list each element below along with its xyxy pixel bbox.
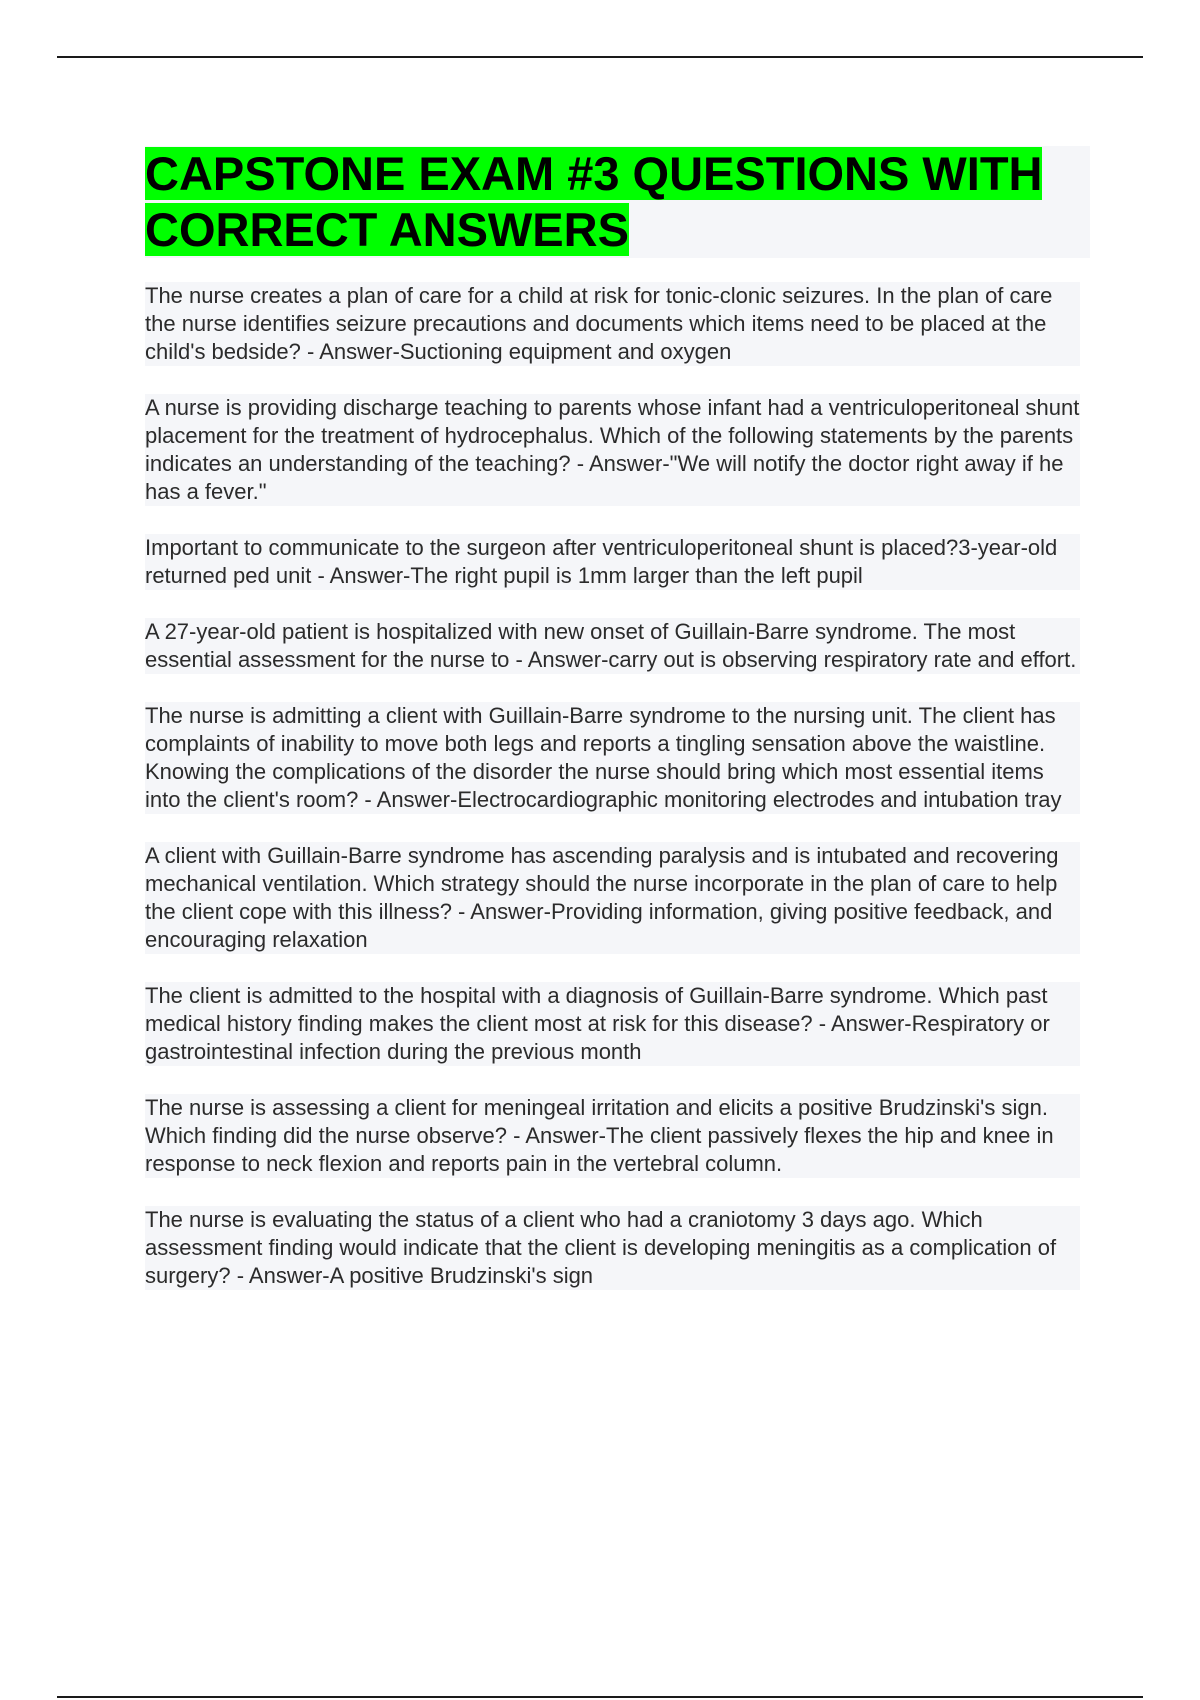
qa-item-2: A nurse is providing discharge teaching to parents whose infant had a ventriculoperitoneal shunt placement for the treatment of hydrocephalus. Which of the following statements by the parents indicates an understanding of the teaching? - Answer-"We will notify the doctor right away if he has a fever."	[145, 395, 1080, 504]
qa-item-7: The client is admitted to the hospital with a diagnosis of Guillain-Barre syndrome. Which past medical history finding makes the client most at risk for this disease? - Answer-Respiratory or gastrointestinal infection during the previous month	[145, 982, 1080, 1066]
qa-item-8: The nurse is assessing a client for meningeal irritation and elicits a positive Brudzinski's sign. Which finding did the nurse observe? - Answer-The client passively flexes the hip and knee in response to neck flexion and reports pain in the vertebral column.	[145, 1094, 1080, 1178]
qa-item-1: The nurse creates a plan of care for a child at risk for tonic-clonic seizures. In the plan of care the nurse identifies seizure precautions and documents which items need to be placed at the child's bedside? - Answer-Suctioning equipment and oxygen	[145, 282, 1080, 366]
document-body	[145, 146, 1090, 1318]
qa-item-5: The nurse is admitting a client with Guillain-Barre syndrome to the nursing unit. The client has complaints of inability to move both legs and reports a tingling sensation above the waistline. Knowing the complications of the disorder the nurse should bring which most essential items into the client's room? - Answer-Electrocardiographic monitoring electrodes and intubation tray	[145, 702, 1080, 814]
title-block	[145, 146, 1090, 258]
page-title-text: CAPSTONE EXAM #3 QUESTIONS WITH CORRECT ANSWERS	[145, 147, 1043, 256]
qa-item-3: Important to communicate to the surgeon after ventriculoperitoneal shunt is placed?3-year-old returned ped unit - Answer-The right pupil is 1mm larger than the left pupil	[145, 534, 1080, 590]
page-title	[145, 146, 1090, 258]
qa-item-9: The nurse is evaluating the status of a client who had a craniotomy 3 days ago. Which assessment finding would indicate that the client is developing meningitis as a complication of surgery? - Answer-A positive Brudzinski's sign	[145, 1206, 1080, 1290]
top-rule	[57, 56, 1143, 58]
qa-item-6: A client with Guillain-Barre syndrome has ascending paralysis and is intubated and recovering mechanical ventilation. Which strategy should the nurse incorporate in the plan of care to help the client cope with this illness? - Answer-Providing information, giving positive feedback, and encouraging relaxation	[145, 842, 1080, 954]
bottom-rule	[57, 1696, 1143, 1698]
qa-item-4: A 27-year-old patient is hospitalized with new onset of Guillain-Barre syndrome. The most essential assessment for the nurse to - Answer-carry out is observing respiratory rate and effort.	[145, 618, 1080, 674]
